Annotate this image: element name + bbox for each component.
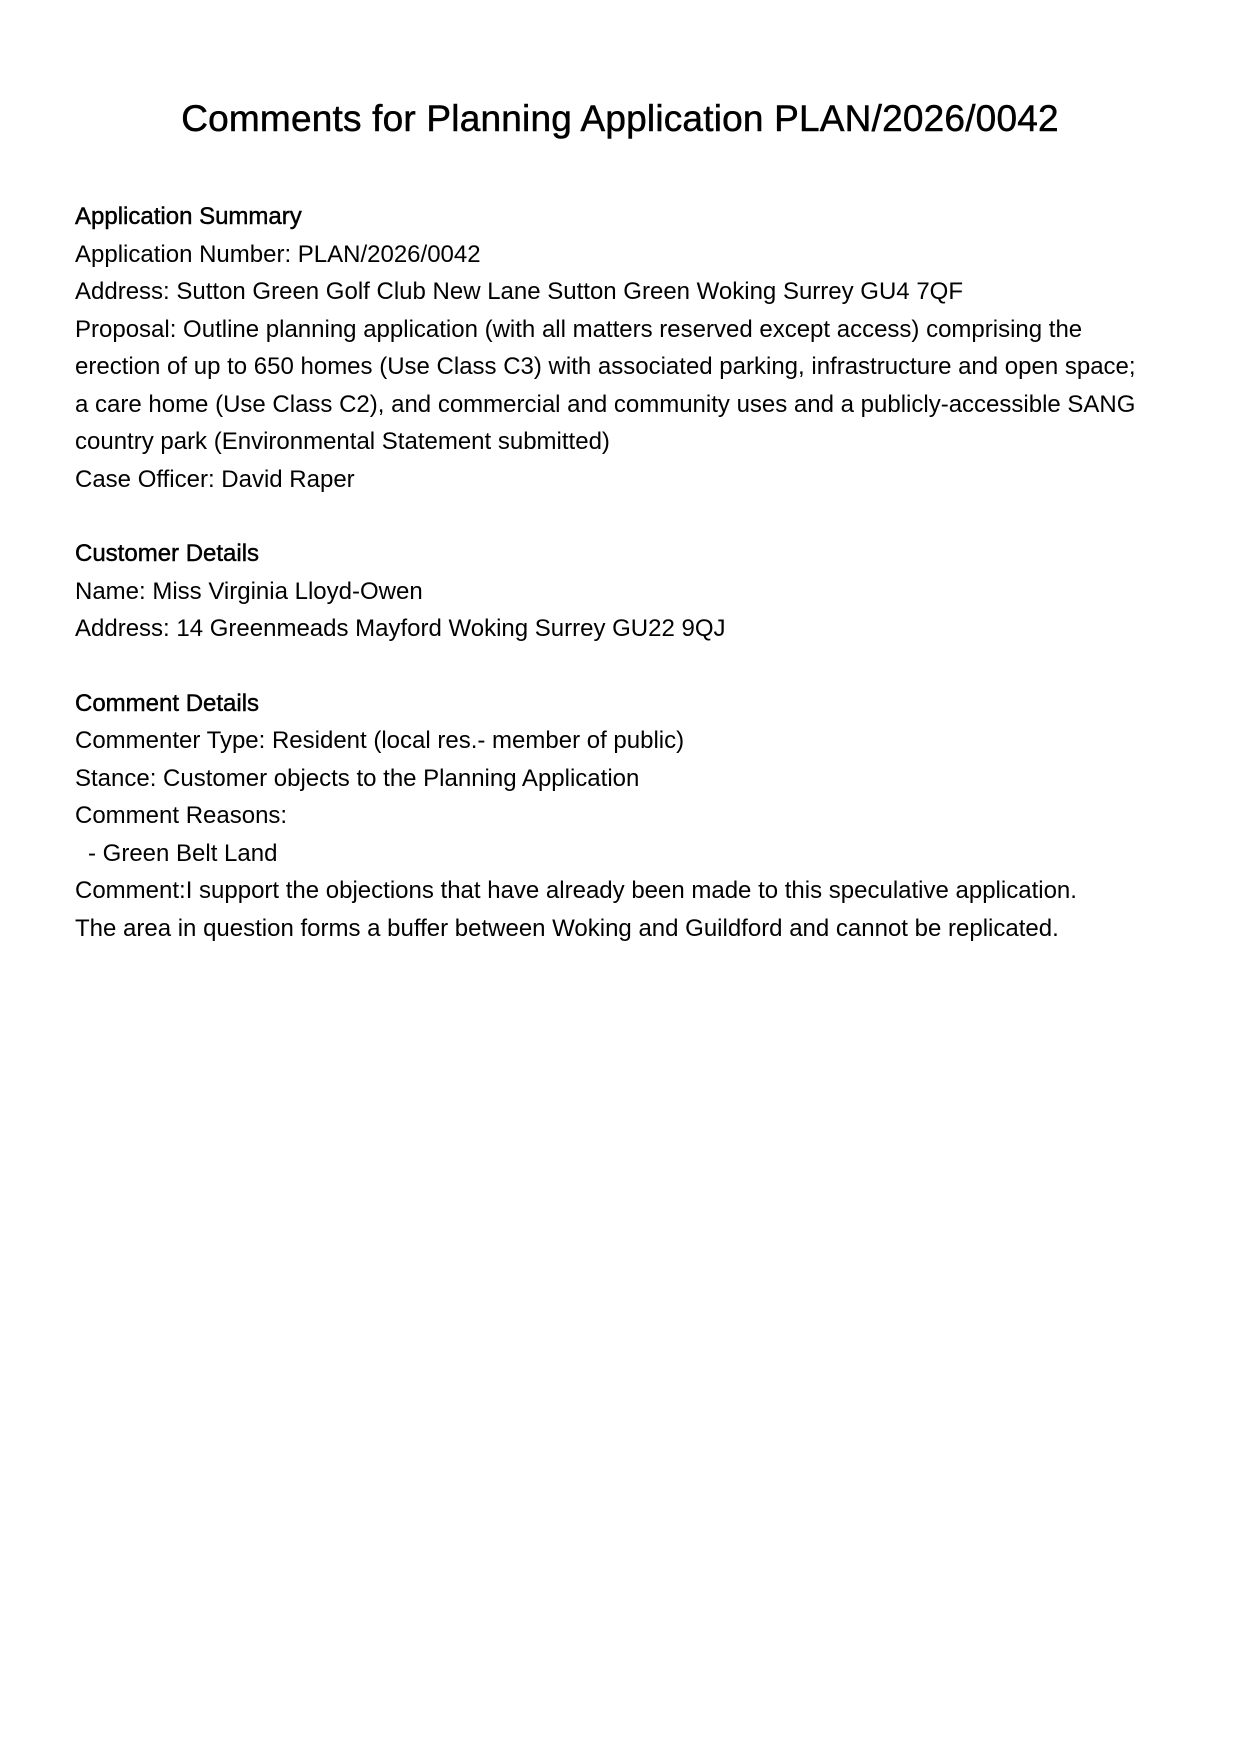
customer-details-heading: Customer Details [75,540,260,567]
commenter-type: Commenter Type: Resident (local res.- member of public) [75,727,685,754]
application-proposal: Proposal: Outline planning application (with all matters reserved except access) comprising the erection of up to 650 homes (Use Class C3) with associated parking, infrastructure and open space; a care home (Use Class C2), and commercial and community uses and a publicly-accessible SANG country park (Environmental Statement submitted) [75,315,1136,455]
application-summary-heading: Application Summary [75,203,302,230]
application-number: Application Number: PLAN/2026/0042 [75,240,481,268]
case-officer: Case Officer: David Raper [75,465,355,493]
comment-text-line-2: The area in question forms a buffer between Woking and Guildford and cannot be replicated. [75,914,1059,942]
comment-text-line-1: Comment:I support the objections that have already been made to this speculative application. [75,877,1077,904]
customer-details-section [75,535,1165,648]
stance: Stance: Customer objects to the Planning Application [75,764,640,792]
application-summary-section [75,198,1165,498]
comment-reason-item: - Green Belt Land [88,839,278,867]
application-address: Address: Sutton Green Golf Club New Lane Sutton Green Woking Surrey GU4 7QF [75,278,963,305]
customer-name: Name: Miss Virginia Lloyd-Owen [75,577,423,605]
page-title: Comments for Planning Application PLAN/2026/0042 [181,98,1059,139]
comment-reasons-label: Comment Reasons: [75,802,288,829]
customer-address: Address: 14 Greenmeads Mayford Woking Surrey GU22 9QJ [75,615,726,642]
comment-details-heading: Comment Details [75,689,260,717]
comment-details-section [75,685,1165,948]
